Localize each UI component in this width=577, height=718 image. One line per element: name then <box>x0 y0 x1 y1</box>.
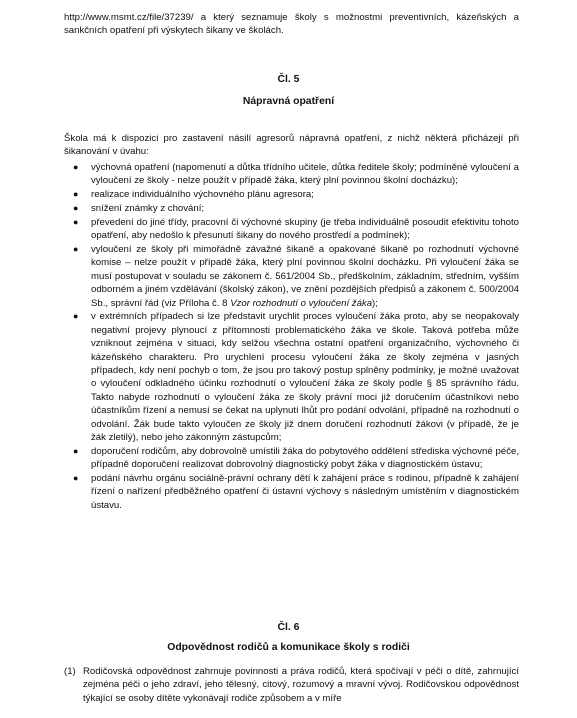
bullet-icon: ● <box>73 473 79 484</box>
bullet-icon: ● <box>73 216 79 227</box>
bullet-icon: ● <box>73 311 79 322</box>
section-6-title: Odpovědnost rodičů a komunikace školy s rodiči <box>167 642 410 653</box>
bullet-icon: ● <box>73 189 79 200</box>
list-item: ● realizace individuálního výchovného plánu agresora; <box>73 189 314 201</box>
bullet-icon: ● <box>73 445 79 456</box>
list-item: ● v extrémních případech si lze představit urychlit proces vyloučení žáka proto, aby se neopakovaly negativní projevy plynoucí z přítomnosti problematického žáka ve škole. Taková potřeba může vzniknout zejména v situaci, kdy selžou všechna ostatní opatření organizačního, výchovného či kázeňského charakteru. Pro urychlení procesu vyloučení žáka ze školy zejména v jasných případech, kdy není pochyb o tom, že jsou pro takový postup splněny podmínky, je možné uvažovat o vyloučení odkladného účinku rozhodnutí o vyloučení žáka ze školy podle § 85 správního řádu. Takto nabyde rozhodnutí o vyloučení žáka ze školy právní moci již doručením účastníkovi nebo účastníkům řízení a nemusí se čekat na uplynutí lhůt pro podání odvolání, případně na rozhodnutí o odvolání. Žák bude takto vyloučen ze školy již dnem doručení rozhodnutí žákovi (v případě, že je žák zletilý), nebo jeho zákonným zástupcům; <box>73 311 519 444</box>
list-item: ● doporučení rodičům, aby dobrovolně umístili žáka do pobytového oddělení střediska výchovné péče, případně doporučení realizovat dobrovolný diagnostický pobyt žáka v diagnostickém ústavu; <box>73 445 519 471</box>
list-item: ● snížení známky z chování; <box>73 203 205 214</box>
section-5-lead: Škola má k dispozici pro zastavení násilí agresorů nápravná opatření, z nichž některá přicházejí při šikanování v úvahu: <box>64 133 519 158</box>
intro-paragraph: http://www.msmt.cz/file/37239/ a který seznamuje školy s možnostmi preventivních, kázeňských a sankčních opatření při výskytech šikany ve školách. <box>64 12 519 37</box>
bullet-icon: ● <box>73 203 79 213</box>
list-item: ● podání návrhu orgánu sociálně-právní ochrany dětí k zahájení práce s rodinou, případně k zahájení řízení o nařízení předběžného opatření či ústavní výchovy s následným umístěním v diagnostickém ústavu. <box>73 473 519 511</box>
bullet-icon: ● <box>73 244 79 254</box>
section-5-title: Nápravná opatření <box>242 96 335 107</box>
italic-reference: Vzor rozhodnutí o vyloučení žáka <box>230 297 373 309</box>
paragraph-text: Rodičovská odpovědnost zahrnuje povinnosti a práva rodičů, která spočívají v péči o dítě, zahrnující zejména péči o jeho zdraví, jeho tělesný, citový, rozumový a mravní vývoj. Rodičovskou odpovědnost týkající se osoby dítěte vykonávají rodiče způsobem a v míře <box>83 666 519 704</box>
list-item: ● převedení do jiné třídy, pracovní či výchovné skupiny (je třeba individuálně posoudit efektivitu tohoto opatření, aby nedošlo k přesunutí šikany do nového prostředí a podmínek); <box>73 216 519 242</box>
list-item: ● vyloučení ze školy při mimořádně závažné šikaně a opakované šikaně po rozhodnutí výchovné komise – nelze použít v případě žáka, který plní povinnou školní docházku. Při vyloučení žáka se musí postupovat v souladu se zákonem č. 561/2004 Sb., předškolním, základním, středním, vyšším odborném a jiném vzdělávání (školský zákon), ve znění pozdějších předpisů a zákonem č. 500/2004 Sb., správní řád (viz Příloha č. 8 Vzor rozhodnutí o vyloučení žáka); <box>73 244 519 309</box>
list-item: ● výchovná opatření (napomenutí a důtka třídního učitele, důtka ředitele školy; podmíněné vyloučení a vyloučení ze školy - nelze použít v případě žáka, který plní povinnou školní docházku); <box>73 162 519 187</box>
section-5-number: Čl. 5 <box>277 74 300 85</box>
section-6-number: Čl. 6 <box>277 622 300 633</box>
bullet-icon: ● <box>73 162 79 172</box>
numbered-paragraph-1 <box>64 665 519 705</box>
paragraph-number: (1) <box>64 666 76 677</box>
remedial-measures-list <box>64 161 519 513</box>
